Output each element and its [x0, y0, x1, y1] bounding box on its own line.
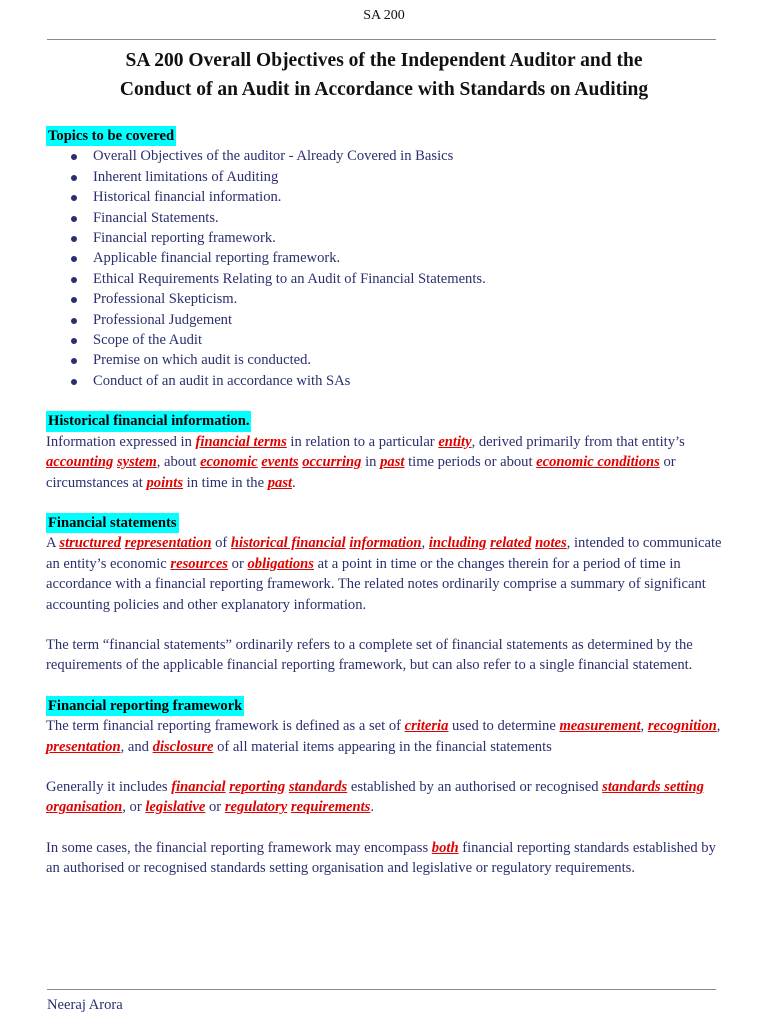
keyword: organisation — [46, 799, 123, 816]
list-item: Professional Judgement — [46, 310, 726, 330]
keyword: both — [431, 839, 459, 856]
keyword: measurement — [559, 718, 641, 735]
list-item: Premise on which audit is conducted. — [46, 350, 726, 370]
title-line-1: SA 200 Overall Objectives of the Independent Auditor and the — [125, 50, 643, 71]
topics-heading: Topics to be covered — [46, 126, 176, 146]
list-item: Financial reporting framework. — [46, 228, 726, 248]
keyword: information — [349, 535, 422, 552]
keyword: legislative — [145, 799, 206, 816]
keyword: standards setting — [602, 778, 704, 795]
frf-includes: Generally it includes financial reporting standards established by an authorised or recognised standards setting organisation, or legislative or regulatory requirements. — [46, 778, 704, 816]
list-item: Ethical Requirements Relating to an Audit of Financial Statements. — [46, 269, 726, 289]
header-divider — [47, 39, 716, 40]
keyword: resources — [170, 555, 228, 572]
topics-section — [46, 126, 726, 146]
keyword: financial — [171, 778, 226, 795]
topics-list — [46, 146, 726, 391]
keyword: past — [267, 474, 293, 491]
page-header: SA 200 — [363, 8, 405, 23]
frf-heading: Financial reporting framework — [46, 696, 244, 716]
list-item: Scope of the Audit — [46, 330, 726, 350]
title-line-2: Conduct of an Audit in Accordance with Standards on Auditing — [119, 79, 649, 100]
keyword: structured — [59, 535, 122, 552]
keyword: system — [116, 454, 157, 471]
keyword: requirements — [290, 799, 371, 816]
list-item: Financial Statements. — [46, 208, 726, 228]
keyword: points — [146, 474, 183, 491]
list-item: Historical financial information. — [46, 187, 726, 207]
keyword: entity — [438, 433, 472, 450]
keyword: regulatory — [224, 799, 288, 816]
frf-definition: The term financial reporting framework is defined as a set of criteria used to determine measurement, recognition, presentation, and disclosure of all material items appearing in the financial statements — [46, 718, 721, 755]
keyword: obligations — [247, 555, 314, 572]
keyword: notes — [535, 535, 567, 552]
keyword: recognition — [647, 718, 717, 735]
fs-definition: A structured representation of historical financial information, including related notes, intended to communicate an entity’s economic resources or obligations at a point in time or the changes therein for a period of time in accordance with a financial reporting framework. The related notes ordinarily comprise a summary of significant accounting policies and other explanatory information. — [46, 535, 722, 613]
hfi-section — [46, 411, 726, 431]
page-footer-author: Neeraj Arora — [47, 997, 123, 1013]
keyword: economic — [200, 454, 258, 471]
frf-some-cases: In some cases, the financial reporting framework may encompass both financial reporting standards established by an authorised or recognised standards setting organisation and legislative or regulatory requirements. — [46, 839, 716, 877]
list-item: Professional Skepticism. — [46, 289, 726, 309]
fs-section — [46, 513, 726, 533]
footer-divider — [47, 989, 716, 990]
document-body — [46, 126, 726, 879]
keyword: related — [490, 535, 532, 552]
keyword: representation — [124, 535, 212, 552]
list-item: Applicable financial reporting framework. — [46, 248, 726, 268]
keyword: historical financial — [230, 535, 346, 552]
keyword: disclosure — [152, 738, 214, 755]
hfi-heading: Historical financial information. — [46, 411, 251, 431]
document-title — [30, 46, 738, 104]
list-item: Conduct of an audit in accordance with SAs — [46, 371, 726, 391]
hfi-definition: Information expressed in financial terms in relation to a particular entity, derived primarily from that entity’s accounting system, about economic events occurring in past time periods or about economic conditions or circumstances at points in time in the past. — [46, 433, 685, 491]
frf-section — [46, 696, 726, 716]
keyword: accounting — [46, 454, 114, 471]
keyword: past — [380, 454, 405, 471]
keyword: including — [428, 535, 487, 552]
fs-heading: Financial statements — [46, 513, 179, 533]
keyword: financial terms — [195, 433, 287, 450]
list-item: Overall Objectives of the auditor - Already Covered in Basics — [46, 146, 726, 166]
keyword: presentation — [46, 738, 121, 755]
keyword: events — [261, 454, 299, 471]
keyword: standards — [288, 778, 348, 795]
fs-paragraph-2: The term “financial statements” ordinarily refers to a complete set of financial statements as determined by the requirements of the applicable financial reporting framework, but can also refer to a single financial statement. — [46, 636, 693, 674]
keyword: criteria — [404, 718, 449, 735]
keyword: economic conditions — [536, 454, 660, 471]
keyword: occurring — [302, 454, 362, 471]
list-item: Inherent limitations of Auditing — [46, 167, 726, 187]
keyword: reporting — [229, 778, 286, 795]
